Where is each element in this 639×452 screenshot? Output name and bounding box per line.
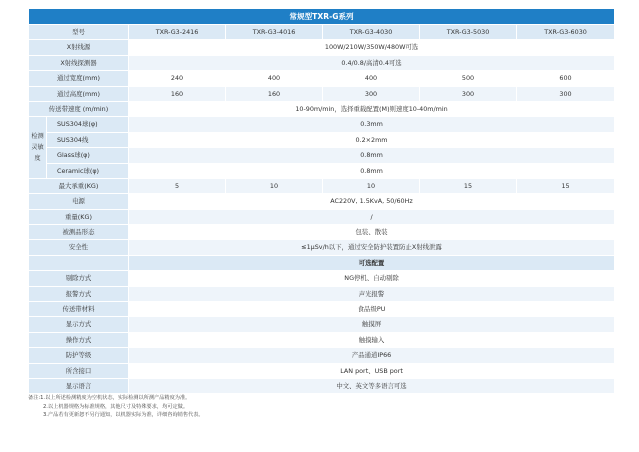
- cell-value: 5: [129, 178, 226, 193]
- row-value: 0.8mm: [129, 163, 615, 178]
- model-header-label: 型号: [29, 25, 129, 40]
- cell-value: 15: [420, 178, 517, 193]
- row-value: NG停机、自动剔除: [129, 271, 615, 286]
- row-value: 0.8mm: [129, 148, 615, 163]
- row-value: 声光报警: [129, 286, 615, 301]
- row-label: 显示方式: [29, 317, 129, 332]
- row-value: 0.3mm: [129, 117, 615, 132]
- cell-value: 400: [226, 71, 323, 86]
- model-name: TXR-G3-2416: [129, 25, 226, 40]
- row-value: 包装、散装: [129, 225, 615, 240]
- sensitivity-group-label: 检测灵敏度: [29, 117, 47, 179]
- row-value: 触摸输入: [129, 332, 615, 347]
- row-value: 食品级PU: [129, 302, 615, 317]
- options-section-spacer: [29, 255, 129, 270]
- model-name: TXR-G3-6030: [517, 25, 615, 40]
- cell-value: 160: [226, 86, 323, 101]
- cell-value: 300: [517, 86, 615, 101]
- model-name: TXR-G3-4030: [323, 25, 420, 40]
- model-name: TXR-G3-4016: [226, 25, 323, 40]
- cell-value: 10: [323, 178, 420, 193]
- sensitivity-item-label: SUS304线: [47, 132, 129, 147]
- row-label: 操作方式: [29, 332, 129, 347]
- row-label: 传送带速度 (m/min): [29, 101, 129, 116]
- cell-value: 10: [226, 178, 323, 193]
- cell-value: 15: [517, 178, 615, 193]
- row-value: ≤1μSv/h以下，通过安全防护装置防止X射线泄露: [129, 240, 615, 255]
- row-value: LAN port、USB port: [129, 363, 615, 378]
- row-label: 重量(KG): [29, 209, 129, 224]
- note-line: 2.以上机器规格为标准规格，其他尺寸及特殊要求，均可定做。: [43, 403, 189, 410]
- spec-table: [28, 8, 615, 394]
- row-label: 报警方式: [29, 286, 129, 301]
- row-value: /: [129, 209, 615, 224]
- row-label: 显示语言: [29, 378, 129, 393]
- cell-value: 300: [420, 86, 517, 101]
- row-label: X射线源: [29, 40, 129, 55]
- row-label: 通过宽度(mm): [29, 71, 129, 86]
- sensitivity-item-label: SUS304球(φ): [47, 117, 129, 132]
- row-value: 0.2×2mm: [129, 132, 615, 147]
- row-label: 电源: [29, 194, 129, 209]
- options-section-title: 可选配置: [129, 255, 615, 270]
- row-label: 所含接口: [29, 363, 129, 378]
- sensitivity-item-label: Ceramic球(φ): [47, 163, 129, 178]
- row-value: 100W/210W/350W/480W可选: [129, 40, 615, 55]
- cell-value: 160: [129, 86, 226, 101]
- row-label: 通过高度(mm): [29, 86, 129, 101]
- row-label: X射线探测器: [29, 55, 129, 70]
- note-line: 备注:1.以上所述检测精度为空机状态，实际检测以所测产品精度为准。: [28, 395, 191, 401]
- row-label: 被测品形态: [29, 225, 129, 240]
- row-label: 传送带材料: [29, 302, 129, 317]
- row-label: 最大承重(KG): [29, 178, 129, 193]
- row-value: 中文、英文等多语言可选: [129, 378, 615, 393]
- row-value: AC220V, 1.5KvA, 50/60Hz: [129, 194, 615, 209]
- row-label: 安全性: [29, 240, 129, 255]
- sensitivity-item-label: Glass球(φ): [47, 148, 129, 163]
- row-value: 0.4/0.8/高清0.4可选: [129, 55, 615, 70]
- row-value: 10-90m/min，选择重载配置(M)则速度10-40m/min: [129, 101, 615, 116]
- model-name: TXR-G3-5030: [420, 25, 517, 40]
- table-title: 常规型TXR-G系列: [29, 9, 615, 25]
- notes: [28, 394, 204, 420]
- cell-value: 400: [323, 71, 420, 86]
- cell-value: 500: [420, 71, 517, 86]
- row-value: 产品通道IP66: [129, 348, 615, 363]
- note-line: 3.产品若有更新恕不另行通知，以机器实际为准，详细咨询销售代表。: [43, 412, 204, 419]
- cell-value: 240: [129, 71, 226, 86]
- cell-value: 600: [517, 71, 615, 86]
- row-value: 触摸屏: [129, 317, 615, 332]
- row-label: 剔除方式: [29, 271, 129, 286]
- row-label: 防护等级: [29, 348, 129, 363]
- cell-value: 300: [323, 86, 420, 101]
